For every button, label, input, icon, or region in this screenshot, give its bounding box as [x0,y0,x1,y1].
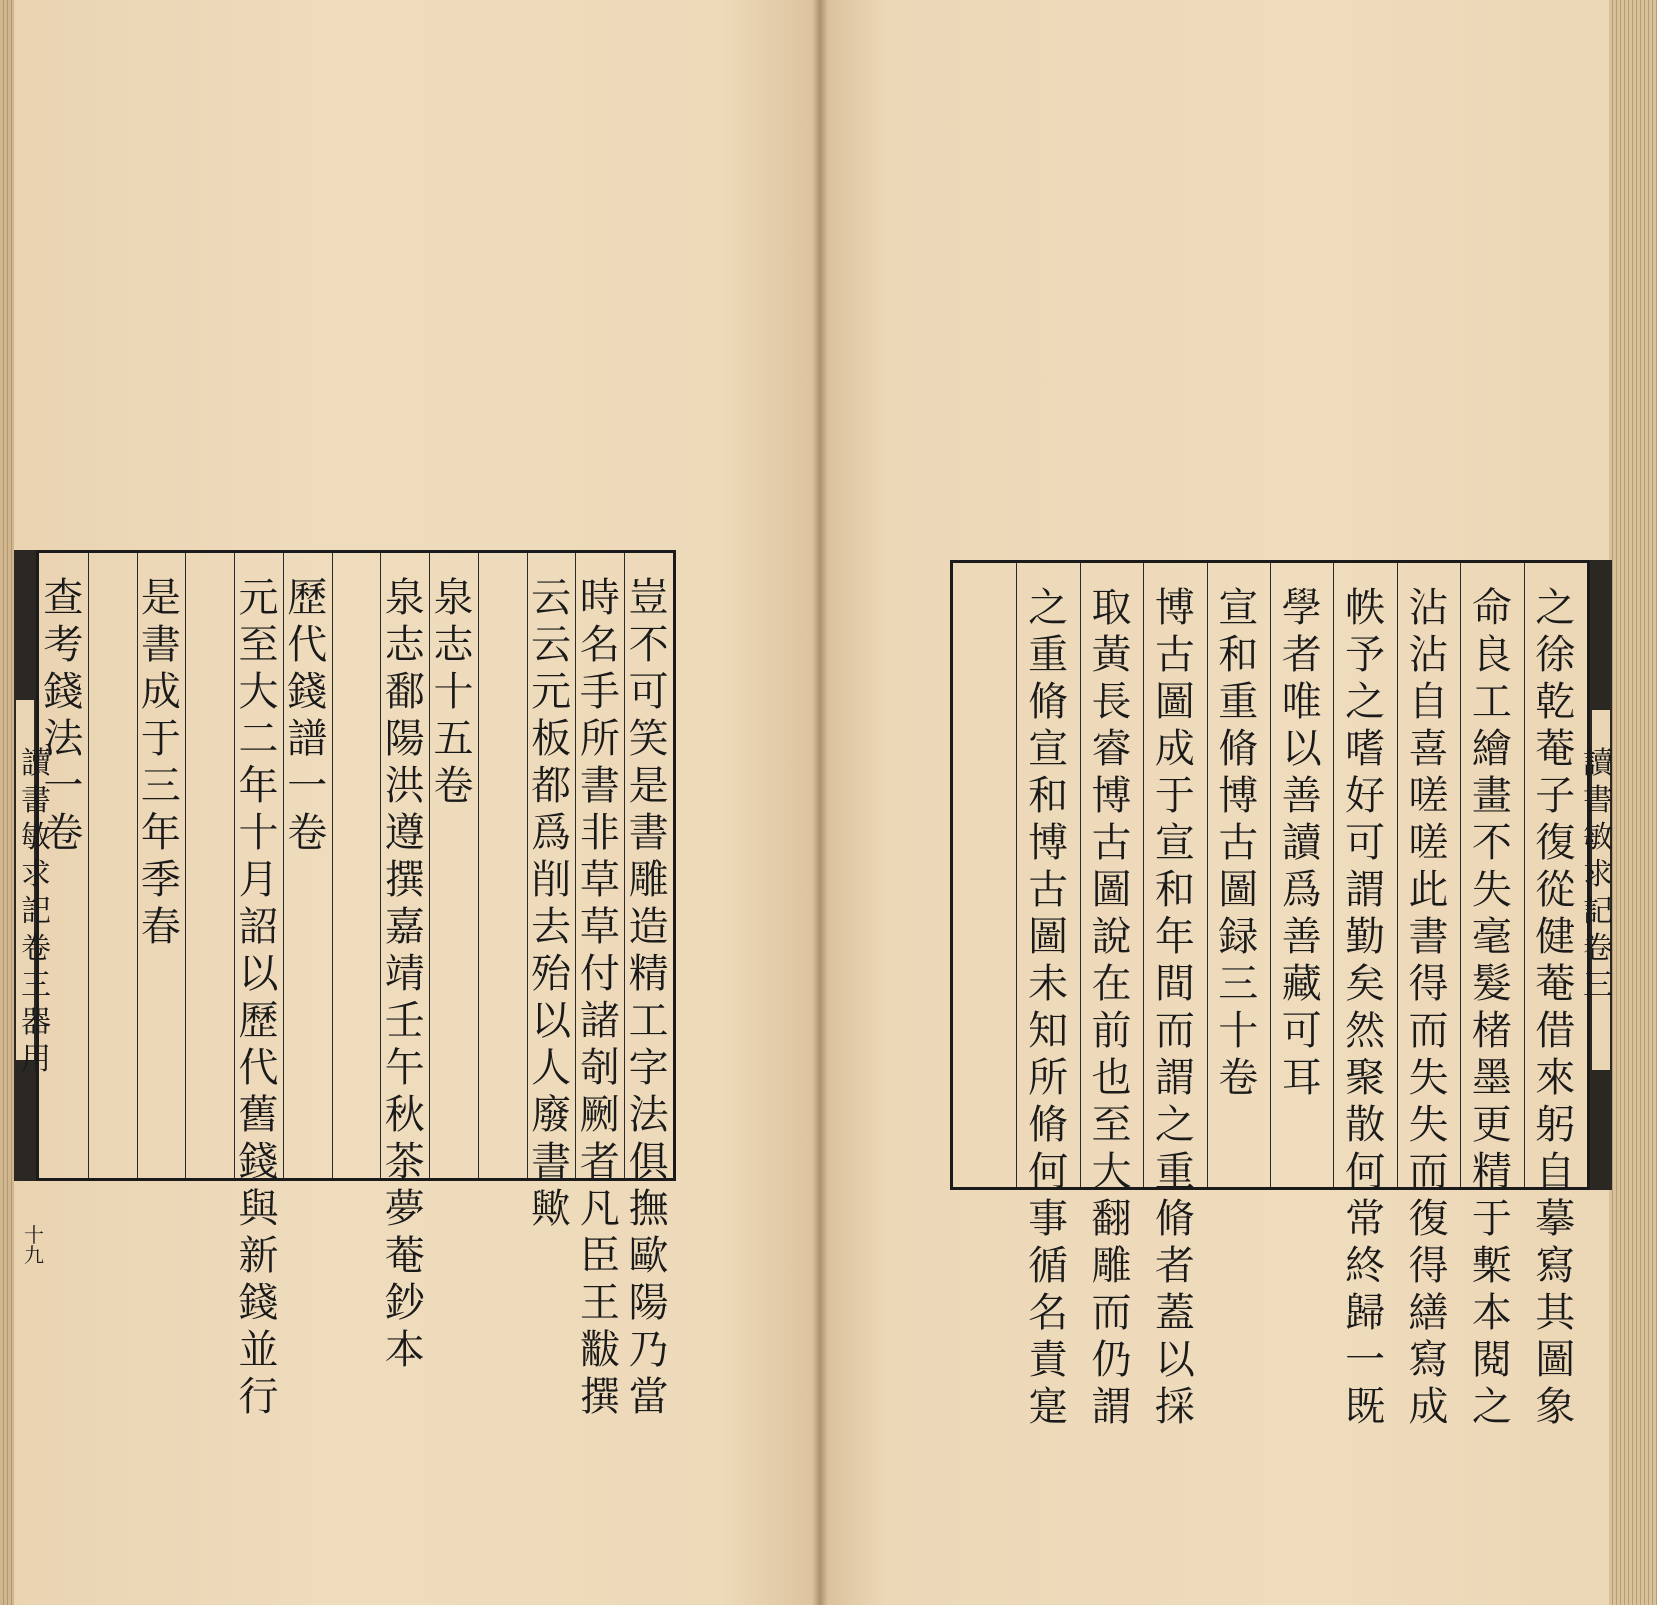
right-banxin-title: 讀 書 敏 求 記 卷 三 [1583,746,1613,1003]
left-folio: 十 九 [24,1223,44,1267]
right-text-column: 之 徐 乾 菴 子 復 從 健 菴 借 來 躬 自 摹 寫 其 圖 象 [1535,585,1576,1430]
right-text-frame [950,560,1590,1430]
book-gutter [812,0,828,1605]
right-text-column: 學 者 唯 以 善 讀 爲 善 藏 可 耳 [1281,585,1322,1101]
right-text-column: 帙 予 之 嗜 好 可 謂 勤 矣 然 聚 散 何 常 終 歸 一 既 [1345,585,1386,1430]
left-text-column: 豈 不 可 笑 是 書 雕 造 精 工 字 法 俱 撫 歐 陽 乃 當 [628,575,669,1420]
left-text-column: 泉 志 十 五 卷 [433,575,474,809]
right-text-column: 宣 和 重 脩 博 古 圖 録 三 十 卷 [1218,585,1259,1101]
left-text-column: 歷 代 錢 譜 一 卷 [287,575,328,856]
left-text-column: 查 考 錢 法 一 卷 [43,575,84,856]
right-text-column: 博 古 圖 成 于 宣 和 年 間 而 謂 之 重 脩 者 蓋 以 採 [1154,585,1195,1430]
left-text-column: 泉 志 鄱 陽 洪 遵 撰 嘉 靖 壬 午 秋 茶 夢 菴 鈔 本 [384,575,425,1373]
left-text-column: 元 至 大 二 年 十 月 詔 以 歷 代 舊 錢 與 新 錢 並 行 [238,575,279,1420]
left-text-column: 云 云 元 板 都 爲 削 去 殆 以 人 廢 書 歟 [531,575,572,1232]
right-text-column: 之 重 脩 宣 和 博 古 圖 未 知 所 脩 何 事 循 名 責 寔 [1028,585,1069,1430]
right-text-column: 命 良 工 繪 畫 不 失 毫 髮 楮 墨 更 精 于 槧 本 閱 之 [1471,585,1512,1430]
left-banxin-title: 讀 書 敏 求 記 卷 三 器 用 [21,746,51,1077]
right-text-column: 取 黃 長 睿 博 古 圖 說 在 前 也 至 大 翻 雕 而 仍 謂 [1091,585,1132,1430]
left-fore-edge [0,0,14,1605]
left-text-column: 是 書 成 于 三 年 季 春 [140,575,181,950]
left-text-column: 時 名 手 所 書 非 草 草 付 諸 剞 劂 者 凡 臣 王 黻 撰 [579,575,620,1420]
left-text-frame [36,550,676,1420]
right-text-column: 沾 沾 自 喜 嗟 嗟 此 書 得 而 失 失 而 復 得 繕 寫 成 [1408,585,1449,1430]
